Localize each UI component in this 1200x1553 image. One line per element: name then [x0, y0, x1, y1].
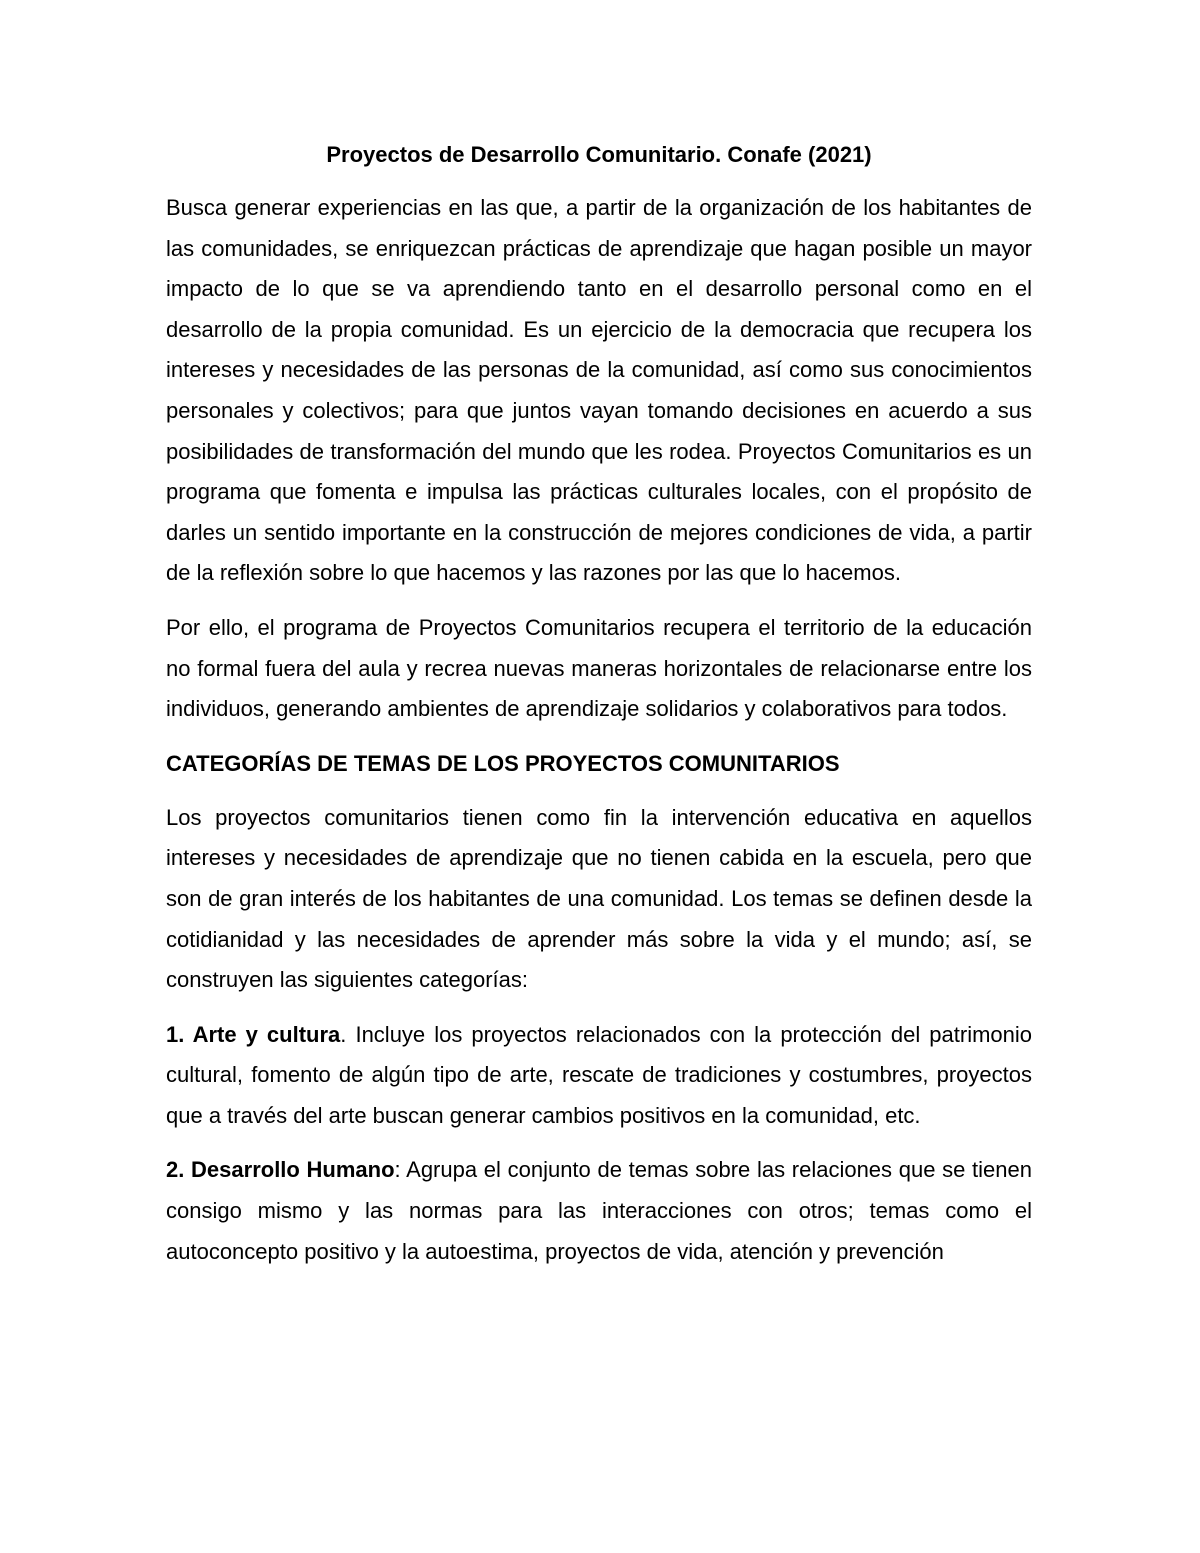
category-term: 1. Arte y cultura	[166, 1021, 341, 1047]
category-description: Agrupa el conjunto de temas sobre las relaciones que se tienen consigo mismo y las normas para las interacciones con otros; temas como el autoconcepto positivo y la autoestima, proyectos de vida, atención y prevención	[166, 1157, 1032, 1264]
category-separator: :	[394, 1157, 401, 1183]
paragraph-program: Por ello, el programa de Proyectos Comunitarios recupera el territorio de la educación no formal fuera del aula y recrea nuevas maneras horizontales de relacionarse entre los individuos, generando ambientes de aprendizaje solidarios y colaborativos para todos.	[166, 614, 1032, 722]
document-title: Proyectos de Desarrollo Comunitario. Conafe (2021)	[326, 142, 872, 167]
category-item-arte-cultura	[166, 1015, 1032, 1137]
document-page	[166, 138, 1032, 1286]
category-separator: .	[340, 1021, 347, 1047]
paragraph-section-intro: Los proyectos comunitarios tienen como fin la intervención educativa en aquellos intereses y necesidades de aprendizaje que no tienen cabida en la escuela, pero que son de gran interés de los habitantes de una comunidad. Los temas se definen desde la cotidianidad y las necesidades de aprender más sobre la vida y el mundo; así, se construyen las siguientes categorías:	[166, 804, 1032, 993]
category-item-desarrollo-humano	[166, 1150, 1032, 1272]
category-term: 2. Desarrollo Humano	[166, 1157, 395, 1183]
category-description: Incluye los proyectos relacionados con la protección del patrimonio cultural, fomento de algún tipo de arte, rescate de tradiciones y costumbres, proyectos que a través del arte buscan generar cambios positivos en la comunidad, etc.	[166, 1021, 1032, 1128]
section-heading: CATEGORÍAS DE TEMAS DE LOS PROYECTOS COMUNITARIOS	[166, 750, 840, 776]
paragraph-intro: Busca generar experiencias en las que, a partir de la organización de los habitantes de las comunidades, se enriquezcan prácticas de aprendizaje que hagan posible un mayor impacto de lo que se va aprendiendo tanto en el desarrollo personal como en el desarrollo de la propia comunidad. Es un ejercicio de la democracia que recupera los intereses y necesidades de las personas de la comunidad, así como sus conocimientos personales y colectivos; para que juntos vayan tomando decisiones en acuerdo a sus posibilidades de transformación del mundo que les rodea. Proyectos Comunitarios es un programa que fomenta e impulsa las prácticas culturales locales, con el propósito de darles un sentido importante en la construcción de mejores condiciones de vida, a partir de la reflexión sobre lo que hacemos y las razones por las que lo hacemos.	[166, 195, 1032, 586]
